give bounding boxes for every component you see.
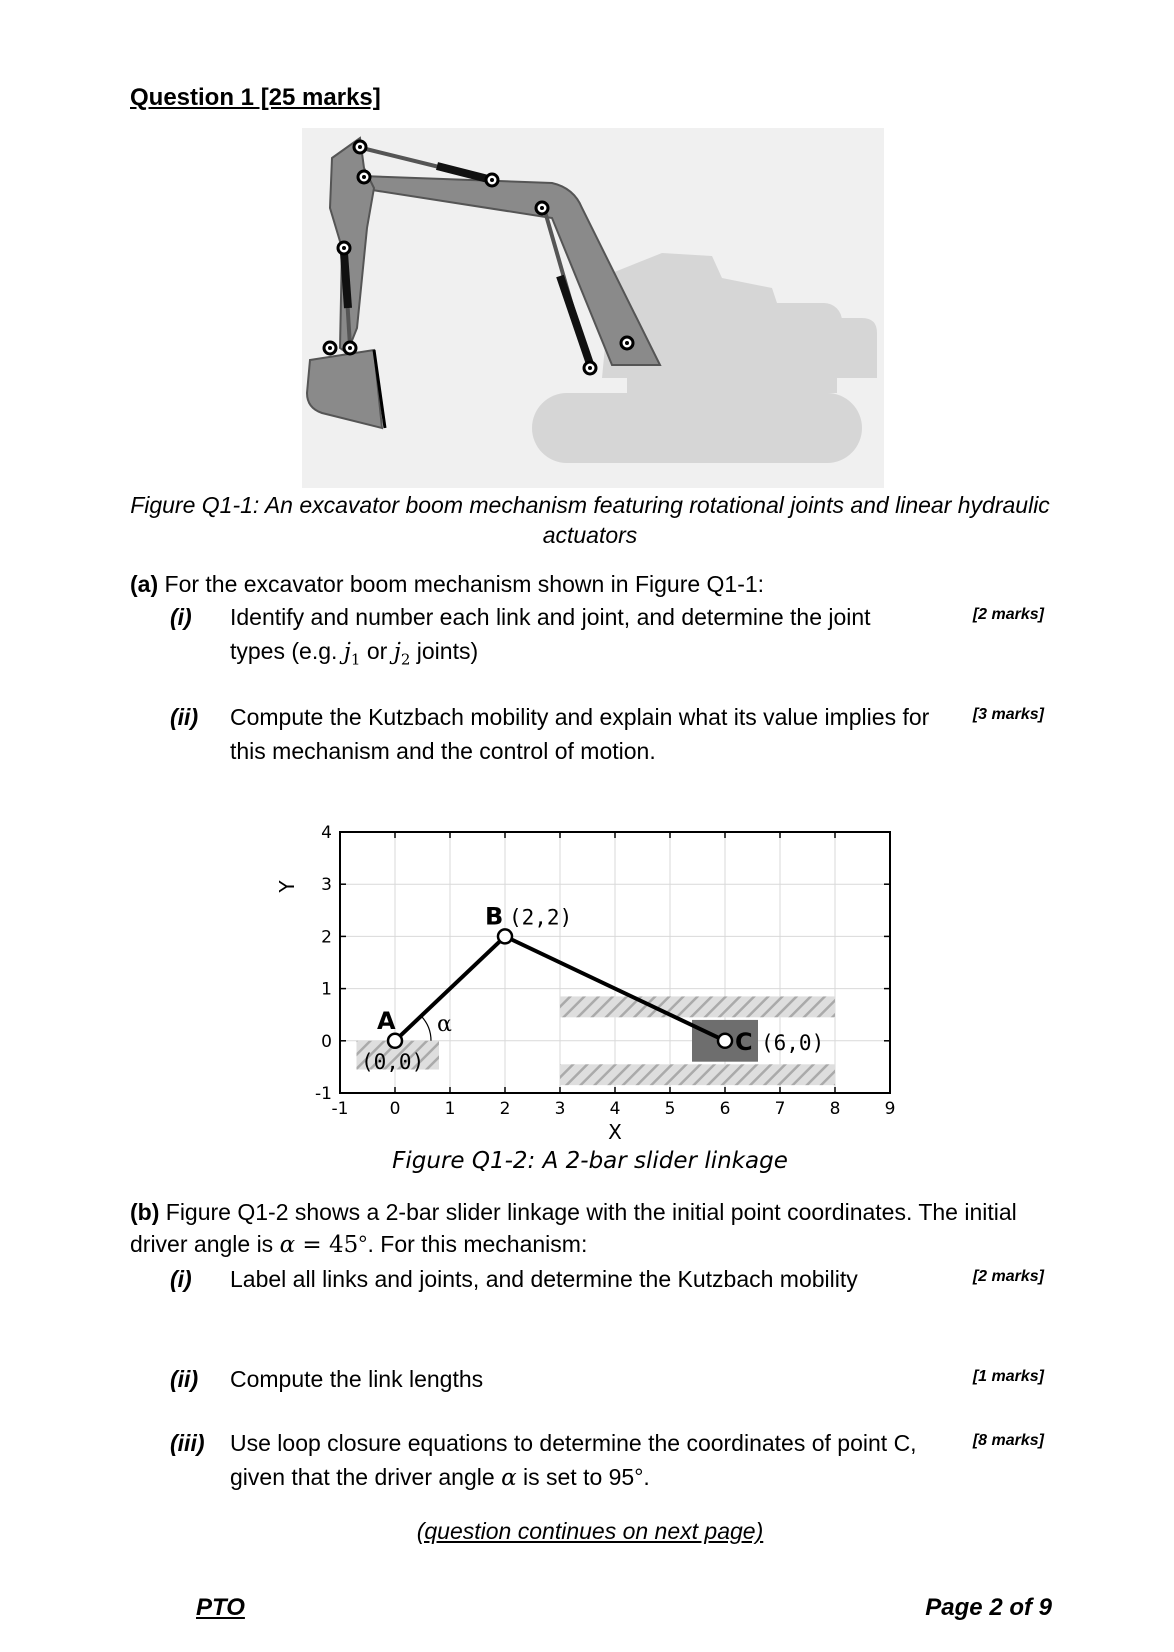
part-a-intro (130, 568, 1030, 600)
joint-label-C: C (735, 1027, 753, 1056)
x-tick-label: 8 (829, 1099, 841, 1119)
x-tick-label: -1 (331, 1099, 349, 1119)
x-tick-label: 0 (389, 1099, 401, 1119)
marks-a-ii: [3 marks] (972, 706, 1044, 723)
part-a-intro-text: For the excavator boom mechanism shown in Figure Q1-1: (164, 571, 765, 597)
y-tick-label: -1 (315, 1084, 332, 1104)
y-tick-label: 1 (321, 979, 332, 1000)
x-tick-label: 5 (664, 1099, 676, 1119)
x-tick-label: 3 (554, 1099, 566, 1119)
y-tick-label: 2 (321, 927, 332, 948)
part-b-item-2 (170, 1362, 930, 1402)
item-text: Identify and number each link and joint, and determine the joint types (e.g. $j_1$ or $j_2$ joints) (230, 604, 871, 669)
joint-label-A: A (377, 1006, 396, 1035)
part-b-intro: (b) Figure Q1-2 shows a 2-bar slider linkage with the initial point coordinates. The initial driver angle is α = 45°. For this mechanism: (130, 1199, 1017, 1258)
coord-label-B: (2,2) (509, 905, 573, 930)
y-tick-label: 0 (321, 1031, 332, 1052)
track (532, 393, 862, 463)
question-heading: Question 1 [25 marks] (130, 84, 381, 111)
item-number: (ii) (170, 704, 199, 730)
item-text: Use loop closure equations to determine the coordinates of point C, given that the driver angle α is set to 95°. (230, 1430, 917, 1491)
y-axis-label: Y (275, 880, 299, 893)
x-tick-label: 2 (499, 1099, 511, 1119)
item-number: (iii) (170, 1430, 205, 1456)
item-text: Label all links and joints, and determine the Kutzbach mobility (230, 1266, 858, 1292)
joint-A (388, 1034, 402, 1048)
angle-arc (421, 1016, 431, 1041)
y-tick-label: 3 (321, 875, 332, 896)
item-text: Compute the link lengths (230, 1366, 484, 1392)
continues-note: (question continues on next page) (416, 1518, 764, 1544)
angle-label: α (437, 1011, 452, 1037)
x-tick-label: 7 (774, 1099, 786, 1119)
linkage-plot (270, 800, 910, 1150)
joint-B (498, 929, 512, 943)
item-number: (ii) (170, 1366, 199, 1392)
part-a-item-1 (170, 600, 930, 670)
x-tick-label: 6 (719, 1099, 731, 1119)
joint-C (718, 1034, 732, 1048)
footer-pto: PTO (196, 1594, 245, 1621)
joint-label-B: B (485, 902, 504, 931)
item-text: Compute the Kutzbach mobility and explain what its value implies for this mechanism and the control of motion. (230, 704, 930, 764)
y-tick-label: 4 (321, 823, 332, 843)
part-a-label: (a) (130, 571, 159, 597)
coord-label-C: (6,0) (761, 1030, 825, 1055)
x-tick-label: 1 (444, 1099, 456, 1119)
part-b-label: (b) (130, 1199, 160, 1225)
item-number: (i) (170, 1266, 192, 1292)
figure1-caption: Figure Q1-1: An excavator boom mechanism featuring rotational joints and linear hydraulic actuators (130, 492, 1050, 548)
figure2-caption: Figure Q1-2: A 2-bar slider linkage (392, 1148, 788, 1174)
part-b-item-1 (170, 1262, 930, 1332)
part-a-item-2 (170, 700, 930, 770)
marks-b-iii: [8 marks] (972, 1432, 1044, 1449)
marks-b-i: [2 marks] (972, 1268, 1044, 1285)
slider-guide-top (560, 996, 835, 1017)
part-b-item-3 (170, 1426, 930, 1496)
hydraulic-cylinder-2 (344, 253, 348, 308)
x-tick-labels (332, 1099, 896, 1119)
marks-a-i: [2 marks] (972, 606, 1044, 623)
x-tick-label: 4 (609, 1099, 621, 1119)
item-number: (i) (170, 604, 192, 630)
x-axis-label: X (608, 1120, 622, 1144)
excavator-figure (302, 128, 884, 488)
x-tick-label: 9 (884, 1099, 896, 1119)
coord-label-A: (0,0) (361, 1049, 425, 1074)
y-tick-labels (315, 823, 332, 1104)
slider-guide-bottom (560, 1064, 835, 1085)
footer-page-number: Page 2 of 9 (925, 1594, 1052, 1621)
marks-b-ii: [1 marks] (972, 1368, 1044, 1385)
